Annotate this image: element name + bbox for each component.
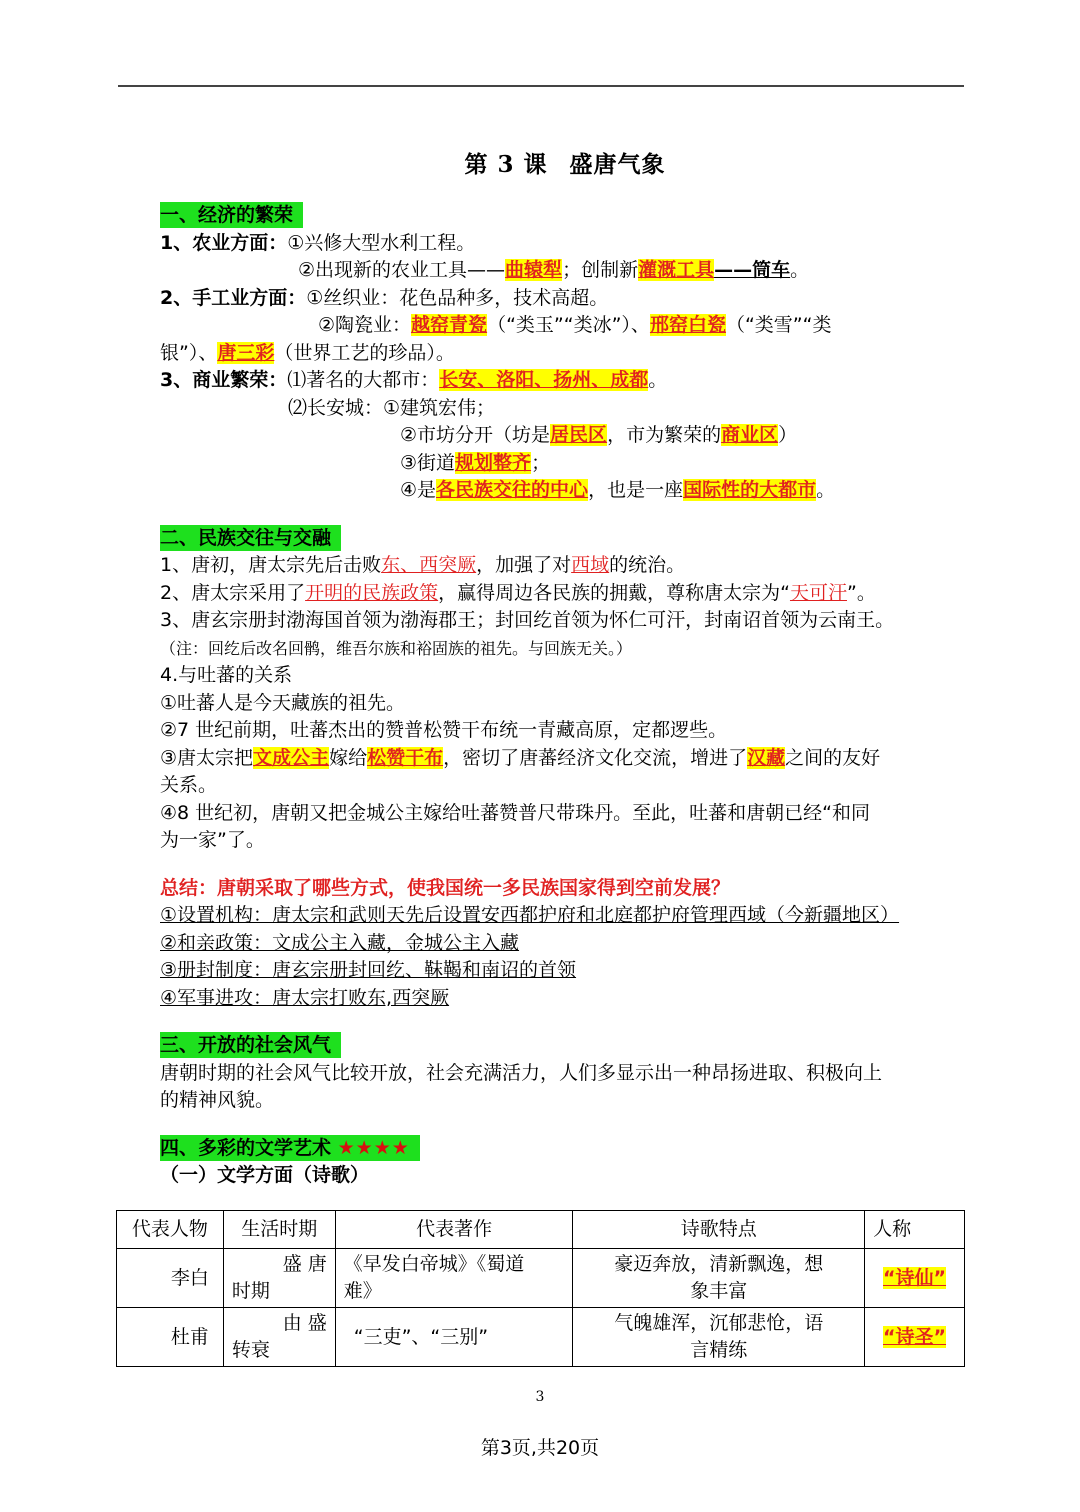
comm-line-2: ⑵长安城：①建筑宏伟； xyxy=(288,396,496,419)
highlight-term: 国际性的大都市 xyxy=(683,479,817,501)
nickname-badge: “诗仙” xyxy=(883,1266,947,1289)
nickname-badge: “诗圣” xyxy=(883,1325,947,1348)
highlight-term: 灌溉工具 xyxy=(638,259,715,281)
star-rating-icon: ★★★★ xyxy=(337,1136,410,1159)
craft-line-3: 银”）、唐三彩（世界工艺的珍品）。 xyxy=(160,341,455,364)
section-heading-economy: 一、经济的繁荣 xyxy=(160,202,303,228)
summary-item: ③册封制度：唐玄宗册封回纥、靺鞨和南诏的首领 xyxy=(160,959,577,981)
highlight-term: 汉藏 xyxy=(747,746,786,769)
subsection-poetry: （一）文学方面（诗歌） xyxy=(160,1164,370,1186)
highlight-term: 商业区 xyxy=(721,424,779,446)
tibet-item-4: ④8 世纪初，唐朝又把金城公主嫁给吐蕃赞普尺带珠丹。至此，吐蕃和唐朝已经“和同 xyxy=(160,801,871,824)
craft-line-2: ②陶瓷业：越窑青瓷（“类玉”“类冰”）、邢窑白瓷（“类雪”“类 xyxy=(318,314,832,336)
highlight-term: 越窑青瓷 xyxy=(411,314,488,336)
table-header-row xyxy=(117,1211,965,1249)
society-text-1: 唐朝时期的社会风气比较开放，社会充满活力，人们多显示出一种昂扬进取、积极向上 xyxy=(160,1061,883,1084)
ethnic-note: （注：回纥后改名回鹘，维吾尔族和裕固族的祖先。与回族无关。） xyxy=(160,638,633,658)
page-number: 3 xyxy=(535,1389,545,1405)
section-heading-ethnic: 二、民族交往与交融 xyxy=(160,525,341,551)
table-row: 李白 盛 唐 时期 《早发白帝城》《蜀道 难》 豪迈奔放，清新飘逸，想 象丰富 “诗仙” xyxy=(117,1249,965,1308)
section-heading-literature: 四、多彩的文学艺术 ★★★★ xyxy=(160,1135,420,1161)
table-row: 杜甫 由 盛 转衰 “三吏”、“三别” 气魄雄浑，沉郁悲怆，语 言精练 “诗圣” xyxy=(117,1308,965,1367)
poetry-table xyxy=(116,1210,965,1367)
craft-line-1: 2、手工业方面：①丝织业：花色品种多，技术高超。 xyxy=(160,286,609,309)
agri-line-1: 1、农业方面：①兴修大型水利工程。 xyxy=(160,231,476,254)
highlight-term: 曲辕犁 xyxy=(505,259,563,281)
table-header: 诗歌特点 xyxy=(573,1211,865,1249)
lesson-number: 第 3 课 xyxy=(464,151,548,178)
document-body: 一、经济的繁荣 1、农业方面：①兴修大型水利工程。 ②出现新的农业工具——曲辕犁；创制新灌溉工具——筒车。 2、手工业方面：①丝织业：花色品种多，技术高超。 ②陶瓷业：越窑青瓷（“类玉”“类冰”）、邢窑白瓷（“类雪”“类 银”）、唐三彩（世界工艺的珍品）。 3、商业繁荣：⑴著名的大都市：长安、洛阳、扬州、成都。 ⑵长安城：①建筑宏伟； ②市坊分开（坊是居民区，市为繁荣的商业区） ③街道规划整齐； ④是各民族交往的中心，也是一座国际性的大都市。 二、民族交往与交融 1、唐初，唐太宗先后击败东、西突厥，加强了对西域的统治。 2、唐太宗采用了开明的民族政策，赢得周边各民族的拥戴，尊称唐太宗为“天可汗”。 3、唐玄宗册封渤海国首领为渤海郡王；封回纥首领为怀仁可汗，封南诏首领为云南王。 （注：回纥后改名回鹘，维吾尔族和裕固族的祖先。与回族无关。） 4.与吐蕃的关系 ①吐蕃人是今天藏族的祖先。 ②7 世纪前期，吐蕃杰出的赞普松赞干布统一青藏高原，定都逻些。 ③唐太宗把文成公主嫁给松赞干布，密切了唐蕃经济文化交流，增进了汉藏之间的友好 关系。 ④8 世纪初，唐朝又把金城公主嫁给吐蕃赞普尺带珠丹。至此，吐蕃和唐朝已经“和同 为一家”了。 总结：唐朝采取了哪些方式，使我国统一多民族国家得到空前发展？ ①设置机构：唐太宗和武则天先后设置安西都护府和北庭都护府管理西域（今新疆地区） ②和亲政策：文成公主入藏，金城公主入藏 ③册封制度：唐玄宗册封回纥、靺鞨和南诏的首领 ④军事进攻：唐太宗打败东,西突厥 三、开放的社会风气 唐朝时期的社会风气比较开放，社会充满活力，人们多显示出一种昂扬进取、积极向上 的精神风貌。 四、多彩的文学艺术 ★★★★ （一）文学方面（诗歌） xyxy=(160,202,970,1190)
tibet-item-3: ③唐太宗把文成公主嫁给松赞干布，密切了唐蕃经济文化交流，增进了汉藏之间的友好 xyxy=(160,746,881,769)
tibet-item-1: ①吐蕃人是今天藏族的祖先。 xyxy=(160,691,406,714)
table-header: 代表人物 xyxy=(117,1211,224,1249)
comm-line-3: ②市坊分开（坊是居民区，市为繁荣的商业区） xyxy=(400,424,798,446)
highlight-term: 松赞干布 xyxy=(367,746,444,769)
comm-line-4: ③街道规划整齐； xyxy=(400,451,551,474)
summary-item: ①设置机构：唐太宗和武则天先后设置安西都护府和北庭都护府管理西域（今新疆地区） xyxy=(160,904,900,926)
table-header: 生活时期 xyxy=(223,1211,335,1249)
highlight-term: 各民族交往的中心 xyxy=(436,479,589,501)
highlight-term: 居民区 xyxy=(550,424,608,446)
table-header: 人称 xyxy=(865,1211,965,1249)
page-title xyxy=(0,146,1080,179)
lesson-name: 盛唐气象 xyxy=(569,151,666,178)
ethnic-line-2: 2、唐太宗采用了开明的民族政策，赢得周边各民族的拥戴，尊称唐太宗为“天可汗”。 xyxy=(160,581,876,604)
society-text-2: 的精神风貌。 xyxy=(160,1089,275,1111)
highlight-term: 文成公主 xyxy=(253,746,330,769)
page-indicator: 第3页,共20页 xyxy=(480,1437,600,1459)
comm-line-1: 3、商业繁荣：⑴著名的大都市：长安、洛阳、扬州、成都。 xyxy=(160,369,668,391)
summary-item: ④军事进攻：唐太宗打败东,西突厥 xyxy=(160,986,450,1009)
highlight-term: 邢窑白瓷 xyxy=(649,314,726,336)
summary-question: 总结：唐朝采取了哪些方式，使我国统一多民族国家得到空前发展？ xyxy=(160,876,731,899)
header-rule xyxy=(118,85,964,87)
highlight-term: 规划整齐 xyxy=(455,451,532,474)
highlight-term: 长安、洛阳、扬州、成都 xyxy=(439,369,649,391)
table-header: 代表著作 xyxy=(335,1211,573,1249)
agri-line-2: ②出现新的农业工具——曲辕犁；创制新灌溉工具——筒车。 xyxy=(298,259,810,281)
ethnic-line-3: 3、唐玄宗册封渤海国首领为渤海郡王；封回纥首领为怀仁可汗，封南诏首领为云南王。 xyxy=(160,609,895,631)
summary-item: ②和亲政策：文成公主入藏，金城公主入藏 xyxy=(160,931,520,954)
tibet-heading: 4.与吐蕃的关系 xyxy=(160,664,293,686)
section-heading-society: 三、开放的社会风气 xyxy=(160,1032,341,1058)
highlight-term: 唐三彩 xyxy=(217,341,275,364)
ethnic-line-1: 1、唐初，唐太宗先后击败东、西突厥，加强了对西域的统治。 xyxy=(160,554,686,576)
tibet-item-2: ②7 世纪前期，吐蕃杰出的赞普松赞干布统一青藏高原，定都逻些。 xyxy=(160,719,728,741)
comm-line-5: ④是各民族交往的中心，也是一座国际性的大都市。 xyxy=(400,479,836,501)
